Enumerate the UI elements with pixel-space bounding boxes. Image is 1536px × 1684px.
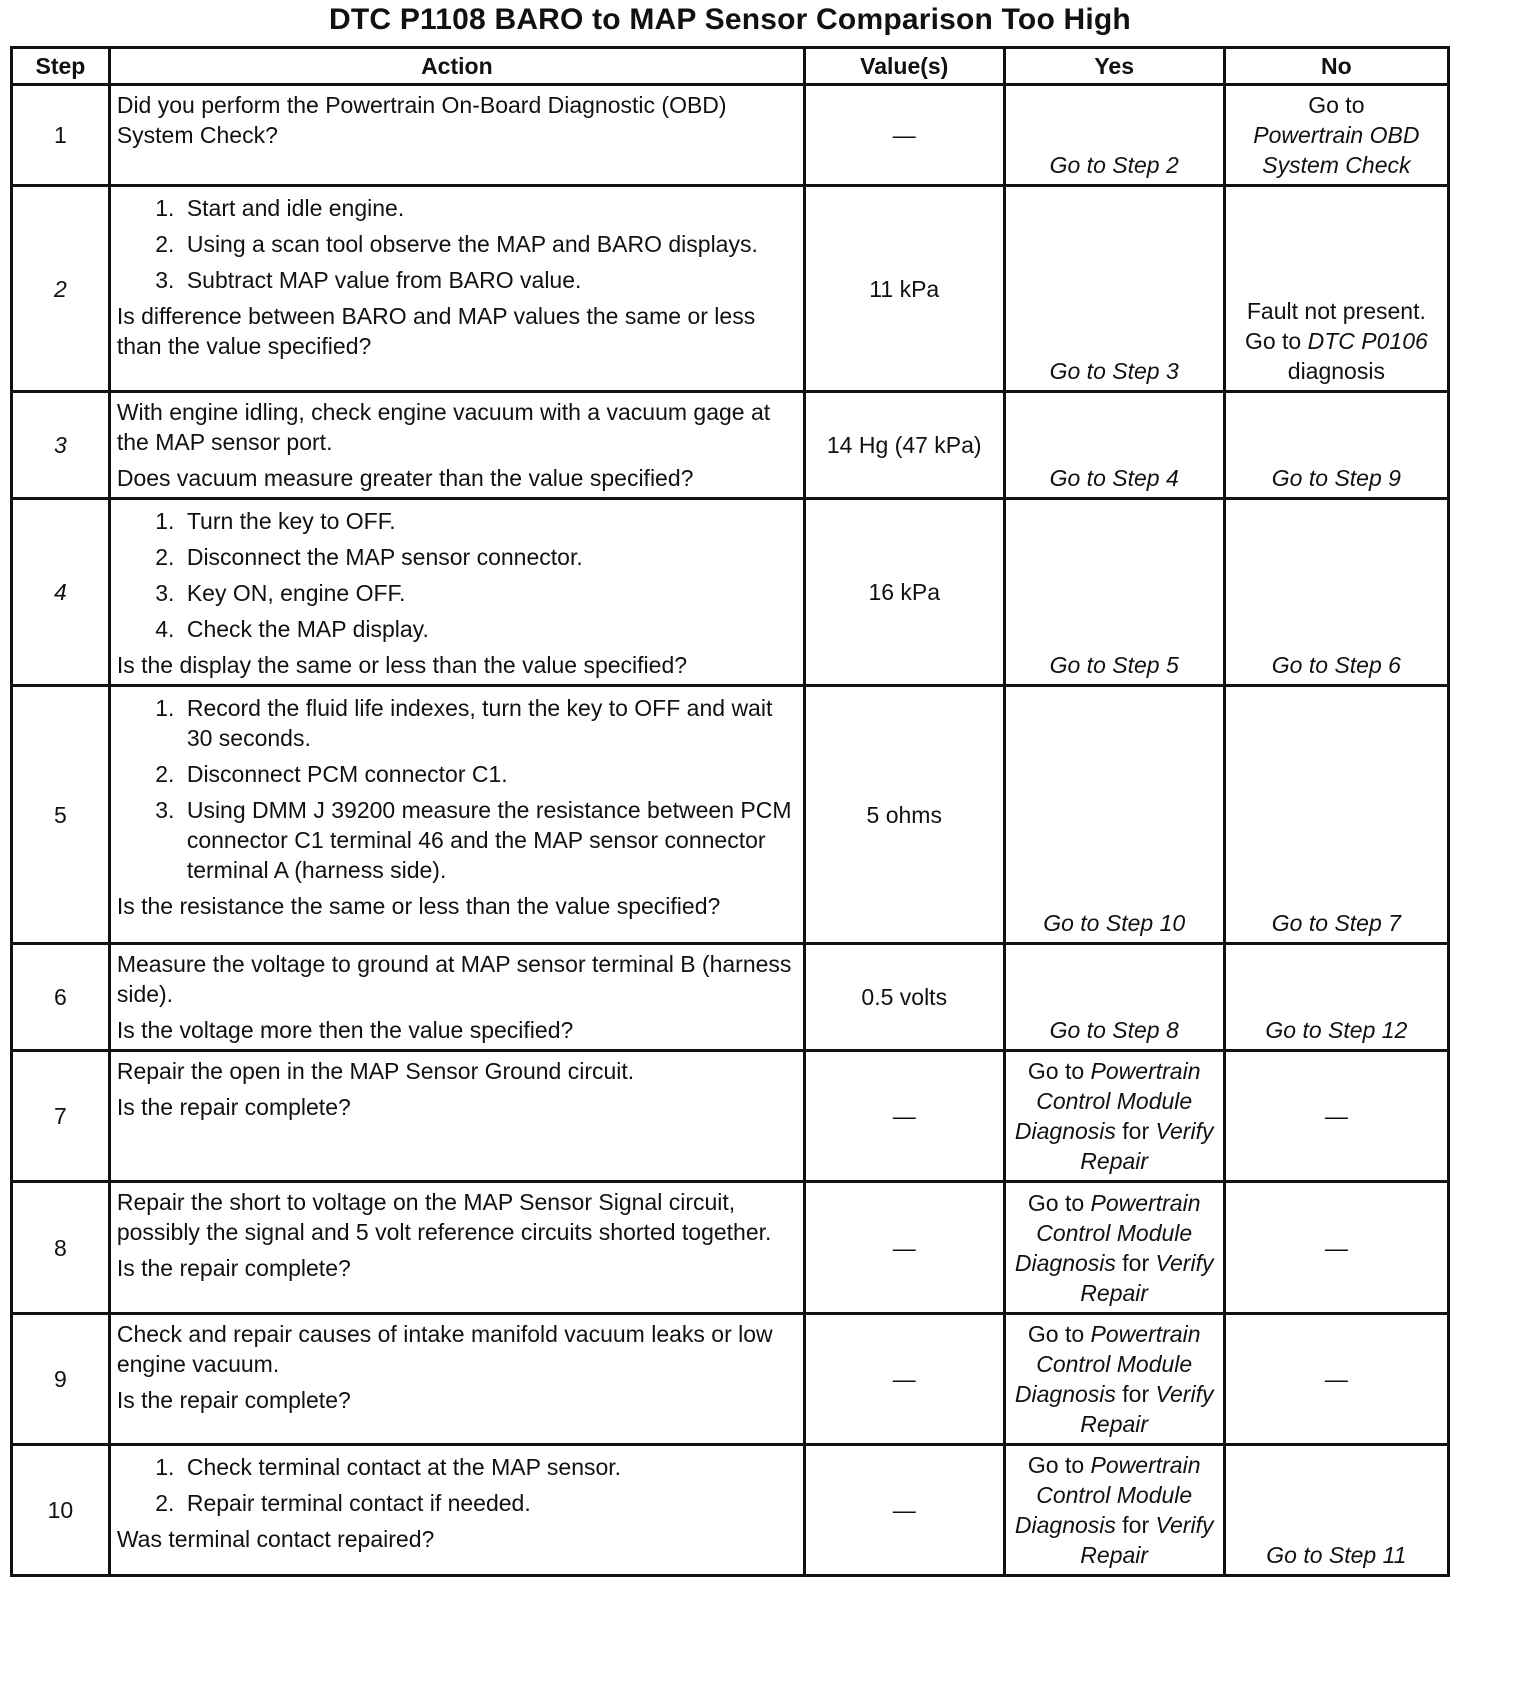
header-values: Value(s) [804,48,1004,85]
yes-cell [1004,499,1224,686]
action-question: Is the display the same or less than the value specified? [116,652,688,678]
table-row [12,499,1449,686]
step-number: 1 [12,85,110,186]
no-link[interactable]: Go to Step 9 [1271,465,1401,491]
yes-cell [1004,392,1224,499]
yes-link-verify[interactable]: Verify Repair [1080,1249,1214,1306]
action-cell [109,499,804,686]
no-cell [1224,686,1448,944]
diagnostic-table [10,46,1450,1577]
no-prefix: Go to [1244,328,1302,354]
table-row [12,1445,1449,1576]
action-cell [109,1314,804,1445]
no-link[interactable]: DTC P0106 [1307,328,1428,354]
no-suffix: diagnosis [1287,358,1385,384]
action-question: Is the repair complete? [116,1387,351,1413]
action-steps [117,193,797,295]
action-step: 3. Subtract MAP value from BARO value. [181,265,797,295]
no-prefix: Go to [1308,92,1365,118]
no-link[interactable]: Go to Step 12 [1265,1017,1408,1043]
action-cell [109,186,804,392]
yes-prefix: Go to [1027,1189,1085,1216]
yes-link-verify[interactable]: Verify Repair [1080,1512,1214,1568]
action-step: 1. Check terminal contact at the MAP sensor. [181,1452,797,1482]
yes-prefix: Go to [1027,1452,1085,1478]
no-cell [1224,85,1448,186]
action-text: Did you perform the Powertrain On-Board Diagnostic (OBD) System Check? [116,92,727,148]
no-cell [1224,1445,1448,1576]
step-number: 2 [12,186,110,392]
action-step: 1. Record the fluid life indexes, turn the key to OFF and wait 30 seconds. [181,693,797,753]
value-cell: — [804,85,1004,186]
no-cell [1224,186,1448,392]
action-step: 1. Start and idle engine. [181,193,797,223]
action-question: Is difference between BARO and MAP values the same or less than the value specified? [116,303,756,359]
table-row [12,1314,1449,1445]
step-number: 6 [12,944,110,1051]
action-cell [109,85,804,186]
yes-link[interactable]: Powertrain Control Module Diagnosis [1014,1321,1201,1407]
yes-cell [1004,85,1224,186]
step-number: 4 [12,499,110,686]
table-row [12,686,1449,944]
yes-cell [1004,686,1224,944]
table-row [12,392,1449,499]
yes-link[interactable]: Powertrain Control Module Diagnosis [1014,1058,1201,1144]
page-title: DTC P1108 BARO to MAP Sensor Comparison Too High [329,3,1131,36]
action-steps [117,506,797,644]
action-step: 3. Key ON, engine OFF. [181,578,797,608]
value-cell: 16 kPa [804,499,1004,686]
no-link[interactable]: Go to Step 6 [1271,652,1401,678]
action-step: 1. Turn the key to OFF. [181,506,797,536]
action-question: Is the repair complete? [116,1255,351,1281]
header-yes: Yes [1004,48,1224,85]
yes-link[interactable]: Go to Step 10 [1043,910,1186,936]
yes-mid: for [1122,1249,1150,1276]
no-cell [1224,499,1448,686]
step-number: 3 [12,392,110,499]
action-cell [109,944,804,1051]
action-step: 2. Using a scan tool observe the MAP and BARO displays. [181,229,797,259]
action-step: 4. Check the MAP display. [181,614,797,644]
action-steps [117,1452,797,1518]
header-action: Action [109,48,804,85]
no-link[interactable]: Go to Step 7 [1271,910,1401,936]
yes-link[interactable]: Go to Step 5 [1049,652,1179,678]
value-cell: 0.5 volts [804,944,1004,1051]
yes-mid: for [1122,1381,1150,1407]
yes-link-verify[interactable]: Verify Repair [1080,1118,1214,1174]
yes-cell [1004,186,1224,392]
value-cell: — [804,1445,1004,1576]
step-number: 9 [12,1314,110,1445]
action-step: 2. Disconnect the MAP sensor connector. [181,542,797,572]
action-cell [109,1445,804,1576]
yes-cell [1004,1182,1224,1314]
header-step: Step [12,48,110,85]
no-link[interactable]: Powertrain OBD System Check [1253,122,1420,178]
table-row [12,944,1449,1051]
yes-link[interactable]: Powertrain Control Module Diagnosis [1014,1189,1201,1276]
action-question: Was terminal contact repaired? [116,1526,435,1552]
yes-link[interactable]: Go to Step 3 [1049,358,1179,384]
step-number: 5 [12,686,110,944]
table-row [12,1182,1449,1314]
action-cell [109,686,804,944]
no-cell: — [1224,1182,1448,1314]
value-cell: 5 ohms [804,686,1004,944]
no-link[interactable]: Go to Step 11 [1266,1542,1407,1568]
yes-cell [1004,1314,1224,1445]
yes-link[interactable]: Powertrain Control Module Diagnosis [1014,1452,1201,1538]
yes-mid: for [1122,1512,1150,1538]
yes-mid: for [1122,1118,1150,1144]
yes-cell [1004,1051,1224,1182]
value-cell: 14 Hg (47 kPa) [804,392,1004,499]
action-question: Is the resistance the same or less than the value specified? [116,893,721,919]
action-cell [109,1051,804,1182]
yes-link[interactable]: Go to Step 4 [1049,465,1179,491]
header-no: No [1224,48,1448,85]
value-cell: — [804,1182,1004,1314]
step-number: 7 [12,1051,110,1182]
yes-link[interactable]: Go to Step 8 [1049,1017,1179,1043]
yes-cell [1004,944,1224,1051]
no-cell [1224,944,1448,1051]
table-row [12,1051,1449,1182]
yes-prefix: Go to [1027,1321,1085,1347]
step-number: 8 [12,1182,110,1314]
yes-link-verify[interactable]: Verify Repair [1080,1381,1214,1437]
action-cell [109,1182,804,1314]
no-cell: — [1224,1314,1448,1445]
value-cell: — [804,1314,1004,1445]
value-cell: — [804,1051,1004,1182]
action-text: With engine idling, check engine vacuum with a vacuum gage at the MAP sensor port. [116,399,771,455]
action-text: Repair the open in the MAP Sensor Ground circuit. [116,1058,635,1084]
yes-prefix: Go to [1027,1058,1085,1084]
table-header-row [12,48,1449,85]
action-question: Does vacuum measure greater than the value specified? [116,465,694,491]
table-row [12,186,1449,392]
action-cell [109,392,804,499]
action-text: Measure the voltage to ground at MAP sensor terminal B (harness side). [116,951,792,1007]
action-step: 2. Repair terminal contact if needed. [181,1488,797,1518]
value-cell: 11 kPa [804,186,1004,392]
step-number: 10 [12,1445,110,1576]
yes-link[interactable]: Go to Step 2 [1049,152,1179,178]
action-steps [117,693,797,885]
table-row [12,85,1449,186]
yes-cell [1004,1445,1224,1576]
action-text: Repair the short to voltage on the MAP Sensor Signal circuit, possibly the signal and 5 volt reference circuits shorted together. [116,1189,772,1245]
action-step: 2. Disconnect PCM connector C1. [181,759,797,789]
no-cell [1224,392,1448,499]
action-question: Is the voltage more then the value specified? [116,1017,574,1043]
action-step: 3. Using DMM J 39200 measure the resistance between PCM connector C1 terminal 46 and the MAP sensor connector terminal A (harness side). [181,795,797,885]
action-text: Check and repair causes of intake manifold vacuum leaks or low engine vacuum. [116,1321,773,1377]
no-cell: — [1224,1051,1448,1182]
action-question: Is the repair complete? [116,1094,351,1120]
no-text: Fault not present. [1246,298,1426,324]
